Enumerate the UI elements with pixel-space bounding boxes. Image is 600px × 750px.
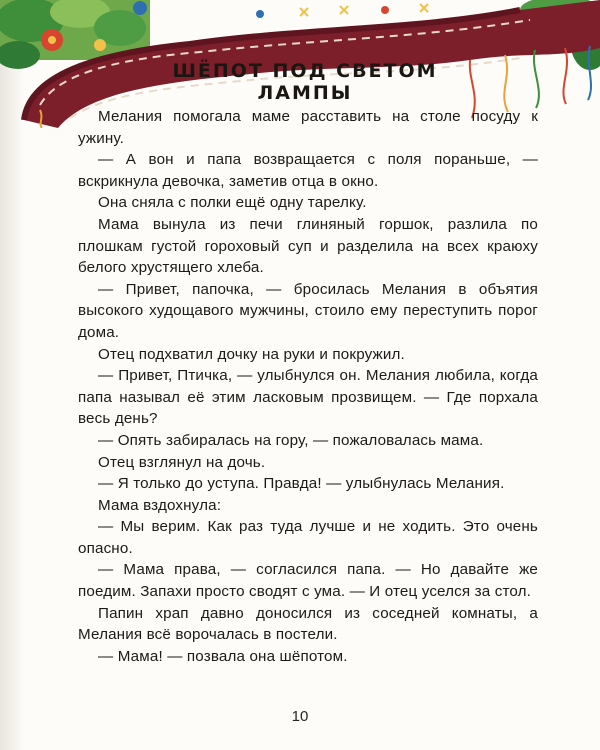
paragraph: — Мама права, — согласился папа. — Но давайте же поедим. Запахи просто сводят с ума. — И отец уселся за стол. [78,561,538,601]
paragraph: Мама вынула из печи глиняный горшок, разлила по плошкам густой гороховый суп и разделила на всех краюху белого хрустящего хлеба. [78,215,538,277]
paragraph: Отец взглянул на дочь. [98,453,266,471]
story-text [78,106,538,667]
paragraph: — Мы верим. Как раз туда лучше и не ходить. Это очень опасно. [78,518,538,557]
paragraph: Мама вздохнула: [98,496,222,514]
hanging-threads-left [40,110,42,128]
paragraph: — Опять забиралась на гору, — пожаловалась мама. [98,431,484,449]
chapter-title: ШЁПОТ ПОД СВЕТОМ ЛАМПЫ [172,60,438,104]
paragraph: Мелания помогала маме расставить на столе посуду к ужину. [78,108,538,147]
paragraph: Она сняла с полки ещё одну тарелку. [98,194,367,212]
page-number: 10 [291,708,309,725]
paragraph: — А вон и папа возвращается с поля пораньше, — вскрикнула девочка, заметив отца в окно. [78,151,538,190]
paragraph: — Мама! — позвала она шёпотом. [98,647,348,665]
paragraph: — Привет, папочка, — бросилась Мелания в объятия высокого худощавого мужчины, стоило ему переступить порог дома. [78,280,538,341]
paragraph: Папин храп давно доносился из соседней комнаты, а Мелания всё ворочалась в постели. [78,604,538,644]
paragraph: — Я только до уступа. Правда! — улыбнулась Мелания. [98,475,505,493]
paragraph: — Привет, Птичка, — улыбнулся он. Мелания любила, когда папа называл её этим ласковым прозвищем. — Где порхала весь день? [78,367,538,428]
paragraph: Отец подхватил дочку на руки и покружил. [98,345,405,363]
